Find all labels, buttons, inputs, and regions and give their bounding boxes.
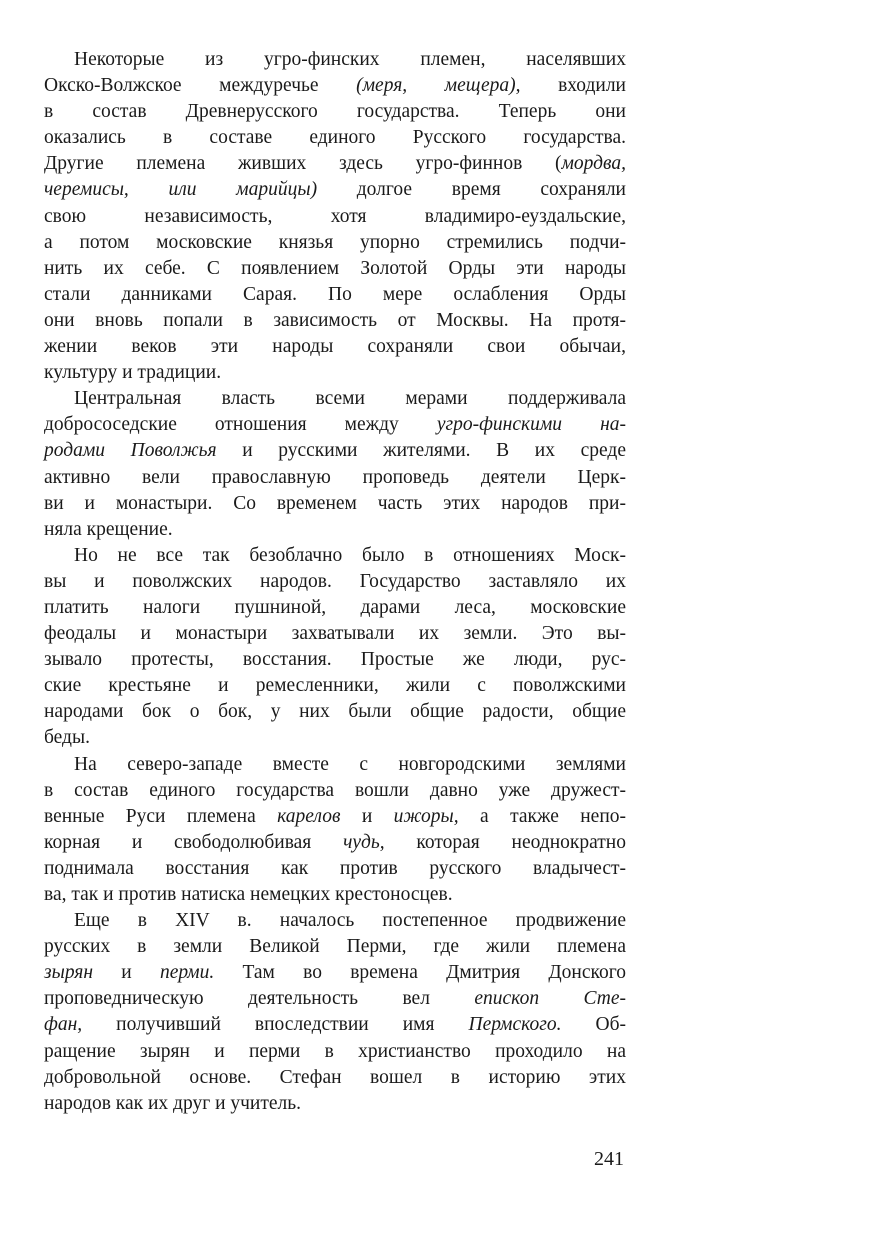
text-segment: венные Руси племена	[44, 805, 278, 827]
text-line	[44, 386, 626, 412]
text-line	[44, 647, 626, 673]
text-segment: беды.	[44, 727, 90, 749]
text-line	[44, 334, 626, 360]
page-body	[44, 47, 626, 1117]
text-line	[44, 830, 626, 856]
text-line	[44, 151, 626, 177]
text-line	[44, 438, 626, 464]
italic-text: Пермского.	[468, 1014, 562, 1036]
text-line	[44, 308, 626, 334]
text-line	[44, 934, 626, 960]
text-line	[44, 517, 626, 543]
text-segment: добровольной основе. Стефан вошел в историю этих	[44, 1066, 626, 1088]
text-segment: входили	[520, 75, 626, 97]
text-segment: жении веков эти народы сохраняли свои обычаи,	[44, 336, 626, 358]
text-line	[44, 778, 626, 804]
text-segment: народов как их друг и учитель.	[44, 1092, 302, 1114]
text-line	[44, 125, 626, 151]
text-segment: зывало протесты, восстания. Простые же люди, рус-	[44, 649, 626, 671]
text-segment: Там во времена Дмитрия Донского	[214, 962, 627, 984]
text-segment: русских в земли Великой Перми, где жили племена	[44, 936, 626, 958]
italic-text: ижоры,	[393, 805, 459, 827]
text-line	[44, 543, 626, 569]
text-segment: няла крещение.	[44, 518, 173, 540]
text-segment: народами бок о бок, у них были общие радости, общие	[44, 701, 626, 723]
text-segment: они вновь попали в зависимость от Москвы. На протя-	[44, 309, 626, 331]
text-segment: корная и свободолюбивая	[44, 831, 344, 853]
text-line	[44, 282, 626, 308]
text-segment: вы и поволжских народов. Государство заставляло их	[44, 570, 626, 592]
text-segment: феодалы и монастыри захватывали их земли. Это вы-	[44, 623, 626, 645]
text-line	[44, 621, 626, 647]
text-segment: Некоторые из угро-финских племен, населявших	[74, 49, 626, 70]
text-segment: Еще в XIV в. началось постепенное продвижение	[74, 910, 626, 932]
text-segment: в состав единого государства вошли давно уже дружест-	[44, 779, 626, 801]
text-line	[44, 856, 626, 882]
text-line	[44, 465, 626, 491]
text-segment: ращение зырян и перми в христианство проходило на	[44, 1040, 626, 1062]
text-line	[44, 47, 626, 73]
text-line	[44, 177, 626, 203]
italic-text: родами Поволжья	[44, 440, 217, 462]
text-line	[44, 699, 626, 725]
text-line	[44, 99, 626, 125]
text-segment: а также непо-	[458, 805, 627, 827]
italic-text: (меря, мещера),	[356, 75, 521, 97]
text-segment: долгое время сохраняли	[317, 179, 626, 201]
text-segment: активно вели православную проповедь деятели Церк-	[44, 466, 626, 488]
text-line	[44, 204, 626, 230]
text-segment: и русскими жителями. В их среде	[216, 440, 626, 462]
italic-text: карелов	[277, 805, 341, 827]
text-line	[44, 412, 626, 438]
text-segment: а потом московские князья упорно стремились подчи-	[44, 231, 626, 253]
text-segment: Об-	[561, 1014, 626, 1036]
paragraph	[44, 752, 626, 909]
text-line	[44, 960, 626, 986]
italic-text: мордва,	[561, 153, 626, 175]
text-line	[44, 986, 626, 1012]
italic-text: зырян	[44, 962, 94, 984]
text-line	[44, 1091, 626, 1117]
text-line	[44, 882, 626, 908]
italic-text: фан,	[44, 1014, 83, 1036]
text-line	[44, 595, 626, 621]
text-line	[44, 908, 626, 934]
italic-text: угро-финскими на-	[436, 414, 626, 436]
text-segment: проповедническую деятельность вел	[44, 988, 475, 1010]
italic-text: епископ Сте-	[474, 988, 627, 1010]
text-line	[44, 491, 626, 517]
text-segment: поднимала восстания как против русского владычест-	[44, 857, 626, 879]
text-line	[44, 804, 626, 830]
text-segment: платить налоги пушниной, дарами леса, московские	[44, 596, 626, 618]
text-segment: и	[93, 962, 160, 984]
page-number: 241	[594, 1148, 624, 1170]
text-segment: которая неоднократно	[384, 831, 626, 853]
text-line	[44, 569, 626, 595]
text-segment: Но не все так безоблачно было в отношениях Моск-	[74, 544, 626, 566]
text-line	[44, 230, 626, 256]
text-segment: ские крестьяне и ремесленники, жили с поволжскими	[44, 675, 626, 697]
italic-text: чудь,	[343, 831, 385, 853]
italic-text: черемисы, или марийцы)	[44, 179, 318, 201]
text-segment: оказались в составе единого Русского государства.	[44, 127, 626, 149]
text-line	[44, 73, 626, 99]
text-segment: На северо-западе вместе с новгородскими землями	[74, 753, 626, 775]
text-line	[44, 1039, 626, 1065]
text-segment: свою независимость, хотя владимиро-еуздальские,	[44, 205, 626, 227]
text-segment: в состав Древнерусского государства. Теперь они	[44, 101, 626, 123]
text-segment: получивший впоследствии имя	[82, 1014, 469, 1036]
text-line	[44, 725, 626, 751]
paragraph	[44, 543, 626, 752]
text-segment: ви и монастыри. Со временем часть этих народов при-	[44, 492, 626, 514]
text-segment: Другие племена живших здесь угро-финнов (	[44, 153, 562, 175]
text-segment: и	[340, 805, 394, 827]
text-line	[44, 1012, 626, 1038]
paragraph	[44, 908, 626, 1117]
italic-text: перми.	[159, 962, 215, 984]
paragraph	[44, 386, 626, 543]
text-line	[44, 673, 626, 699]
text-segment: Центральная власть всеми мерами поддерживала	[74, 388, 626, 410]
text-segment: ва, так и против натиска немецких крестоносцев.	[44, 884, 453, 905]
text-segment: стали данниками Сарая. По мере ослабления Орды	[44, 283, 626, 305]
text-segment: добрососедские отношения между	[44, 414, 437, 436]
text-line	[44, 360, 626, 386]
paragraph	[44, 47, 626, 386]
text-segment: Окско-Волжское междуречье	[44, 75, 357, 97]
text-segment: культуру и традиции.	[44, 362, 222, 384]
text-line	[44, 256, 626, 282]
text-line	[44, 752, 626, 778]
text-line	[44, 1065, 626, 1091]
text-segment: нить их себе. С появлением Золотой Орды эти народы	[44, 257, 626, 279]
